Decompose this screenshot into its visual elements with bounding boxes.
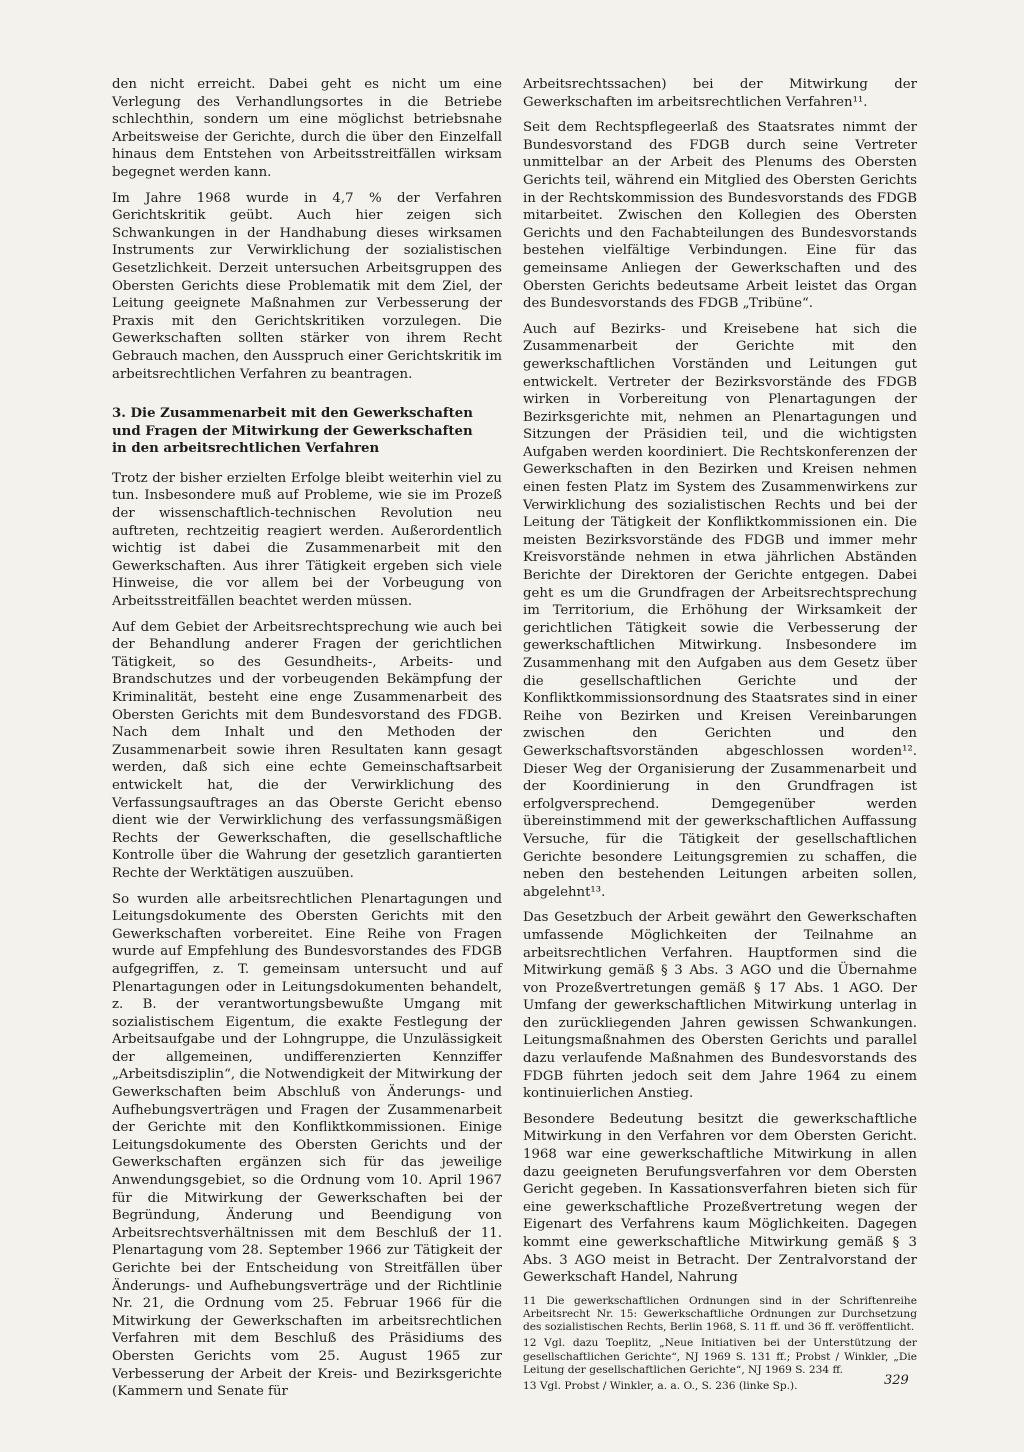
paragraph: Das Gesetzbuch der Arbeit gewährt den Gewerkschaften umfassende Möglichkeiten der Teilnahme an arbeitsrechtlichen Verfahren. Hauptformen sind die Mitwirkung gemäß § 3 Abs. 3 AGO und die Übernahme von Prozeßvertretungen gemäß § 17 Abs. 1 AGO. Der Umfang der gewerkschaftlichen Mitwirkung unterlag in den zurückliegenden Jahren gewissen Schwankungen. Leitungsmaßnahmen des Obersten Gerichts und parallel dazu verlaufende Maßnahmen des Bundesvorstands des FDGB führten jedoch seit dem Jahre 1964 zu einem kontinuierlichen Anstieg. — [523, 910, 917, 1102]
section-heading-line: in den arbeitsrechtlichen Verfahren — [112, 441, 380, 457]
paragraph: Arbeitsrechtssachen) bei der Mitwirkung der Gewerkschaften im arbeitsrechtlichen Verfahren¹¹. — [523, 77, 917, 110]
paragraph: Auch auf Bezirks- und Kreisebene hat sich die Zusammenarbeit der Gerichte mit den gewerkschaftlichen Vorständen und Leitungen gut entwickelt. Vertreter der Bezirksvorstände des FDGB wirken in Vorbereitung von Plenartagungen der Bezirksgerichte mit, nehmen an Plenartagungen und Sitzungen der Präsidien teil, und die wichtigsten Aufgaben werden koordiniert. Die Rechtskonferenzen der Gewerkschaften in den Bezirken und Kreisen nehmen einen festen Platz im System des Zusammenwirkens zur Verwirklichung des sozialistischen Rechts und bei der Leitung der Tätigkeit der Konfliktkommissionen ein. Die meisten Bezirksvorstände des FDGB und immer mehr Kreisvorstände nehmen in etwa jährlichen Abständen Berichte der Direktoren der Gerichte entgegen. Dabei geht es um die Grundfragen der Arbeitsrechtsprechung im Territorium, die Erhöhung der Wirksamkeit der gerichtlichen Tätigkeit sowie die Verbesserung der gewerkschaftlichen Mitwirkung. Insbesondere im Zusammenhang mit den Aufgaben aus dem Gesetz über die gesellschaftlichen Gerichte und der Konfliktkommissionsordnung des Staatsrates sind in einer Reihe von Bezirken und Kreisen Vereinbarungen zwischen den Gerichten und den Gewerkschaftsvorständen abgeschlossen worden¹². Dieser Weg der Organisierung der Zusammenarbeit und der Koordinierung in den Grundfragen ist erfolgversprechend. Demgegenüber werden übereinstimmend mit der gewerkschaftlichen Auffassung Versuche, für die Tätigkeit der gesellschaftlichen Gerichte besondere Leitungsgremien zu schaffen, die neben den bestehenden Leitungen arbeiten sollen, abgelehnt¹³. — [523, 321, 917, 900]
right-column — [523, 76, 917, 1396]
footnote-11: 11 Die gewerkschaftlichen Ordnungen sind in der Schriftenreihe Arbeitsrecht Nr. 15: Gewerkschaftliche Ordnungen zur Durchsetzung des sozialistischen Rechts, Berlin 1968, S. 11 ff. und 36 ff. veröffentlicht. — [523, 1294, 917, 1334]
page-number: 329 — [884, 1373, 909, 1388]
paragraph: Auf dem Gebiet der Arbeitsrechtsprechung wie auch bei der Behandlung anderer Fragen der gerichtlichen Tätigkeit, so des Gesundheits-, Arbeits- und Brandschutzes und der vorbeugenden Bekämpfung der Kriminalität, besteht eine enge Zusammenarbeit des Obersten Gerichts mit dem Bundesvorstand des FDGB. Nach dem Inhalt und den Methoden der Zusammenarbeit sowie ihren Resultaten kann gesagt werden, daß sich eine echte Gemeinschaftsarbeit entwickelt hat, die der Verwirklichung des Verfassungsauftrages an das Oberste Gericht ebenso dient wie der Verwirklichung des verfassungsmäßigen Rechts der Gewerkschaften, die gesellschaftliche Kontrolle über die Wahrung der gesetzlich garantierten Rechte der Werktätigen auszuüben. — [112, 619, 502, 881]
paragraph: Seit dem Rechtspflegeerlaß des Staatsrates nimmt der Bundesvorstand des FDGB durch seine Vertreter unmittelbar an der Arbeit des Plenums des Obersten Gerichts teil, während ein Mitglied des Obersten Gerichts in der Rechtskommission des Bundesvorstands des FDGB mitarbeitet. Zwischen den Kollegien des Obersten Gerichts und den Fachabteilungen des Bundesvorstands bestehen vielfältige Verbindungen. Eine für das gemeinsame Anliegen der Gewerkschaften und des Obersten Gerichts bedeutsame Arbeit leistet das Organ des Bundesvorstands des FDGB „Tribüne“. — [523, 120, 917, 312]
paragraph: den nicht erreicht. Dabei geht es nicht um eine Verlegung des Verhandlungsortes in die Betriebe schlechthin, sondern um eine möglichst betriebsnahe Arbeitsweise der Gerichte, durch die über den Einzelfall hinaus dem Entstehen von Arbeitsstreitfällen wirksam begegnet werden kann. — [112, 77, 502, 180]
paragraph: Trotz der bisher erzielten Erfolge bleibt weiterhin viel zu tun. Insbesondere muß auf Probleme, wie sie im Prozeß der wissenschaftlich-technischen Revolution neu auftreten, rechtzeitig reagiert werden. Außerordentlich wichtig ist dabei die Zusammenarbeit mit den Gewerkschaften. Aus ihrer Tätigkeit ergeben sich viele Hinweise, die vor allem bei der Vorbeugung von Arbeitsstreitfällen beachtet werden müssen. — [112, 470, 502, 610]
paragraph: So wurden alle arbeitsrechtlichen Plenartagungen und Leitungsdokumente des Obersten Gerichts mit den Gewerkschaften vorbereitet. Eine Reihe von Fragen wurde auf Empfehlung des Bundesvorstandes des FDGB aufgegriffen, z. T. gemeinsam untersucht und auf Plenartagungen oder in Leitungsdokumenten behandelt, z. B. der verantwortungsbewußte Umgang mit sozialistischem Eigentum, die exakte Festlegung der Arbeitsaufgabe und der Lohngruppe, die Unzulässigkeit der allgemeinen, undifferenzierten Kennziffer „Arbeitsdisziplin“, die Notwendigkeit der Mitwirkung der Gewerkschaften beim Abschluß von Änderungs- und Aufhebungsverträgen und Fragen der Zusammenarbeit der Gerichte mit den Konfliktkommissionen. Einige Leitungsdokumente des Obersten Gerichts und der Gewerkschaften ergänzen sich für das jeweilige Anwendungsgebiet, so die Ordnung vom 10. April 1967 für die Mitwirkung der Gewerkschaften bei der Begründung, Änderung und Beendigung von Arbeitsrechtsverhältnissen mit dem Beschluß der 11. Plenartagung vom 28. September 1966 zur Tätigkeit der Gerichte bei der Entscheidung von Streitfällen über Änderungs- und Aufhebungsverträge und der Richtlinie Nr. 21, die Ordnung vom 25. Februar 1966 für die Mitwirkung der Gewerkschaften im arbeitsrechtlichen Verfahren mit dem Beschluß des Präsidiums des Obersten Gerichts vom 25. August 1965 zur Verbesserung der Arbeit der Kreis- und Bezirksgerichte (Kammern und Senate für — [112, 891, 502, 1400]
section-heading-line: und Fragen der Mitwirkung der Gewerkschaften — [112, 423, 473, 439]
footnote-13: 13 Vgl. Probst / Winkler, a. a. O., S. 236 (linke Sp.). — [523, 1380, 798, 1392]
left-column — [112, 76, 502, 1409]
paragraph: Im Jahre 1968 wurde in 4,7 % der Verfahren Gerichtskritik geübt. Auch hier zeigen sich Schwankungen in der Handhabung dieses wirksamen Instruments zur Verwirklichung der sozialistischen Gesetzlichkeit. Derzeit untersuchen Arbeitsgruppen des Obersten Gerichts diese Problematik mit dem Ziel, der Leitung geeignete Maßnahmen zur Verbesserung der Praxis mit den Gerichtskritiken vorzulegen. Die Gewerkschaften sollten stärker von ihrem Recht Gebrauch machen, den Ausspruch einer Gerichtskritik im arbeitsrechtlichen Verfahren zu beantragen. — [112, 190, 502, 382]
paragraph: Besondere Bedeutung besitzt die gewerkschaftliche Mitwirkung in den Verfahren vor dem Obersten Gericht. 1968 war eine gewerkschaftliche Mitwirkung in allen dazu geeigneten Berufungsverfahren vor dem Obersten Gericht gegeben. In Kassationsverfahren bieten sich für eine gewerkschaftliche Prozeßvertretung wegen der Eigenart des Verfahrens kaum Möglichkeiten. Dagegen kommt eine gewerkschaftliche Mitwirkung gemäß § 3 Abs. 3 AGO meist in Betracht. Der Zentralvorstand der Gewerkschaft Handel, Nahrung — [523, 1111, 917, 1286]
section-heading — [112, 405, 502, 458]
footnotes — [523, 1295, 917, 1393]
section-heading-line: 3. Die Zusammenarbeit mit den Gewerkschaften — [112, 406, 473, 422]
footnote-12: 12 Vgl. dazu Toeplitz, „Neue Initiativen bei der Unterstützung der gesellschaftlichen Gerichte“, NJ 1969 S. 131 ff.; Probst / Winkler, „Die Leitung der gesellschaftlichen Gerichte“, NJ 1969 S. 234 ff. — [523, 1337, 917, 1376]
